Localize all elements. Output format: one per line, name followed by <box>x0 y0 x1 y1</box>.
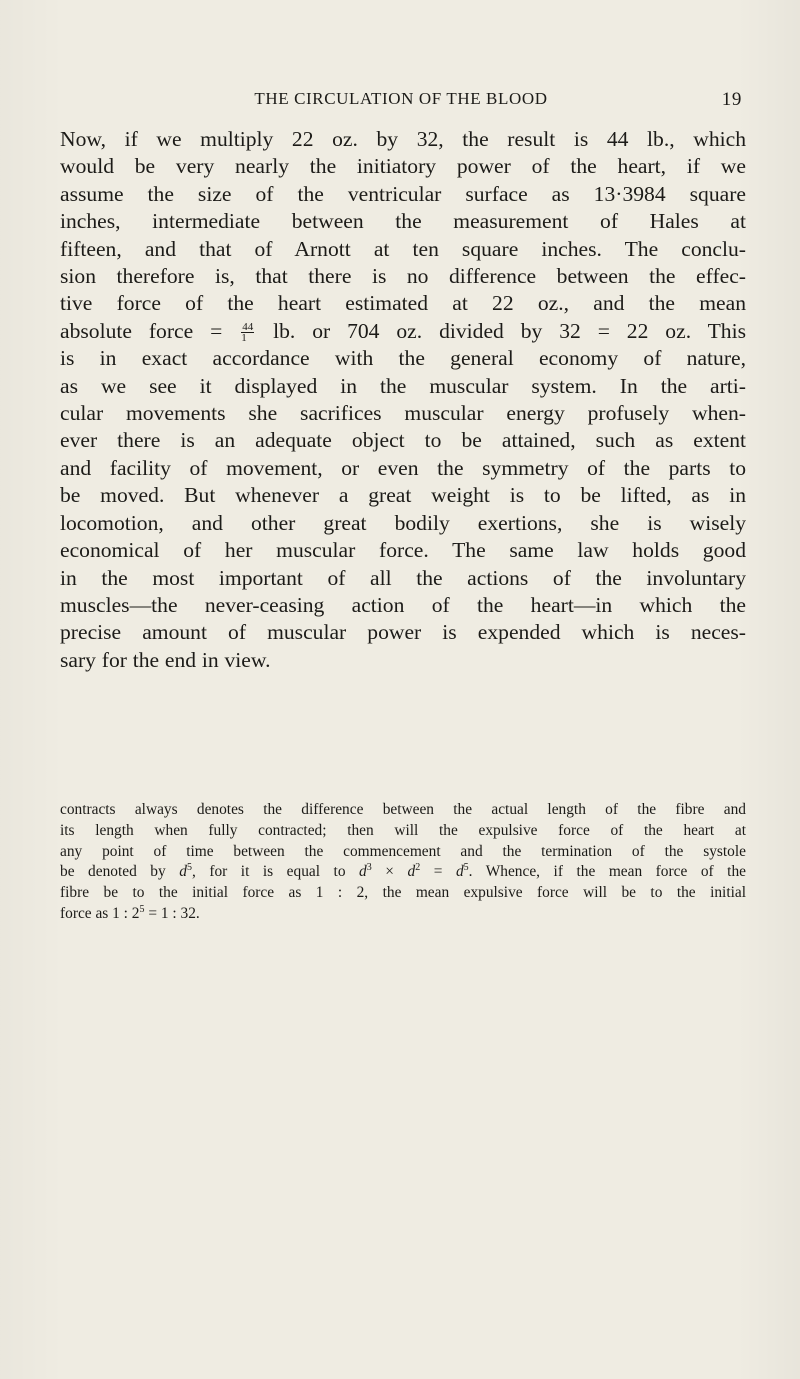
text-fragment: be denoted by <box>60 863 180 881</box>
footnote-line: any point of time between the commencement and the termination of the systole <box>60 842 746 860</box>
text-line: muscles—the never-ceasing action of the heart—in which the <box>60 592 746 617</box>
text-fragment: . Whence, if the mean force of the <box>468 863 746 881</box>
body-paragraph <box>60 126 746 674</box>
exponent: 5 <box>463 862 469 874</box>
text-fragment: , for it is equal to <box>191 863 360 881</box>
fraction-denominator: 1 <box>241 332 247 345</box>
text-line: locomotion, and other great bodily exertions, she is wisely <box>60 510 746 535</box>
text-line: cular movements she sacrifices muscular energy profusely when- <box>60 401 746 426</box>
text-line-with-fraction <box>60 318 746 345</box>
text-fragment: = 1 : 32. <box>144 904 200 922</box>
text-line: sion therefore is, that there is no difference between the effec- <box>60 264 746 289</box>
exponent: 5 <box>186 862 192 874</box>
variable-d: d <box>455 863 464 881</box>
text-line: assume the size of the ventricular surface as 13·3984 square <box>60 181 746 206</box>
exponent: 2 <box>415 862 421 874</box>
footnote-line: contracts always denotes the difference between the actual length of the fibre and <box>60 801 746 818</box>
fraction-numerator: 44 <box>242 321 254 334</box>
running-title: THE CIRCULATION OF THE BLOOD <box>254 89 548 108</box>
variable-d: d <box>359 863 367 881</box>
text-line: is in exact accordance with the general economy of nature, <box>60 346 746 371</box>
text-line: and facility of movement, or even the symmetry of the parts to <box>60 455 746 480</box>
variable-d: d <box>407 863 416 881</box>
text-line: sary for the end in view. <box>60 647 271 672</box>
text-line: in the most important of all the actions of the involuntary <box>60 565 746 590</box>
text-line: fifteen, and that of Arnott at ten square inches. The conclu- <box>60 236 746 261</box>
text-line: economical of her muscular force. The same law holds good <box>60 538 746 563</box>
footnote-line-with-formula <box>60 862 746 883</box>
fraction <box>241 322 254 343</box>
footnote-line: fibre be to the initial force as 1 : 2, the mean expulsive force will be to the initial <box>60 884 746 902</box>
text-line: Now, if we multiply 22 oz. by 32, the result is 44 lb., which <box>60 127 746 151</box>
text-line: as we see it displayed in the muscular system. In the arti- <box>60 373 746 398</box>
running-head <box>60 89 742 113</box>
text-line: inches, intermediate between the measurement of Hales at <box>60 209 746 234</box>
text-fragment: absolute force = <box>60 318 240 343</box>
page-number: 19 <box>721 89 742 110</box>
text-line: tive force of the heart estimated at 22 oz., and the mean <box>60 291 746 316</box>
exponent: 5 <box>139 903 145 915</box>
footnote <box>60 800 746 925</box>
text-line: ever there is an adequate object to be attained, such as extent <box>60 428 746 453</box>
footnote-line: its length when fully contracted; then will the expulsive force of the heart at <box>60 821 746 839</box>
text-fragment: lb. or 704 oz. divided by 32 = 22 oz. This <box>256 318 746 343</box>
text-line: precise amount of muscular power is expended which is neces- <box>60 620 746 645</box>
text-fragment: force as 1 : 2 <box>60 904 140 922</box>
equals-sign: = <box>420 863 456 881</box>
text-line: be moved. But whenever a great weight is to be lifted, as in <box>60 483 746 508</box>
times-sign: × <box>371 863 408 881</box>
exponent: 3 <box>366 862 372 874</box>
footnote-line-with-power <box>60 904 746 925</box>
text-line: would be very nearly the initiatory power of the heart, if we <box>60 154 746 179</box>
variable-d: d <box>179 863 187 881</box>
